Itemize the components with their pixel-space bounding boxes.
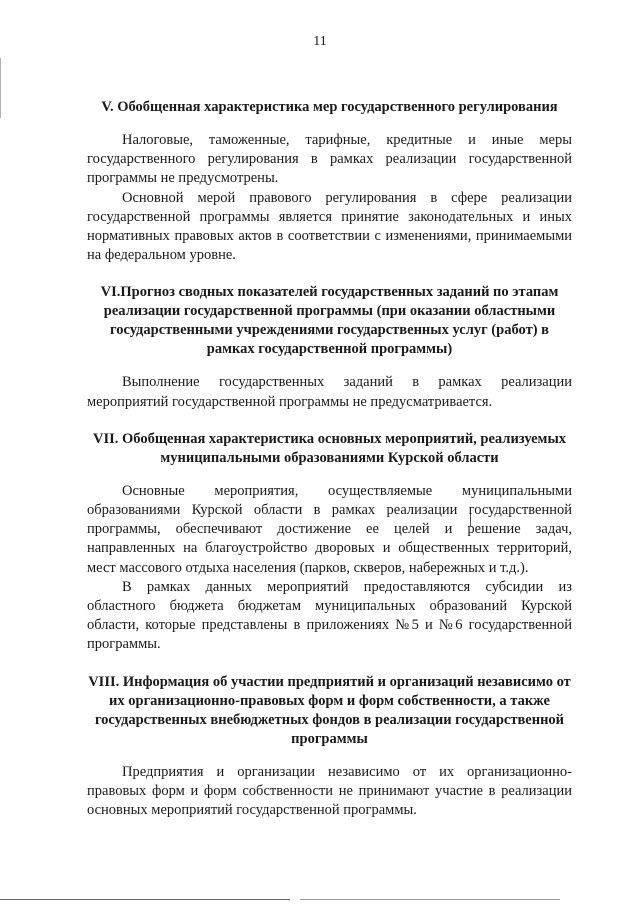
- paragraph: Налоговые, таможенные, тарифные, кредитные и иные меры государственного регулирования в рамках реализации государственной программы не предусмотрены.: [87, 132, 572, 187]
- section-5: [87, 98, 572, 265]
- paragraph: Предприятия и организации независимо от их организационно-правовых форм и форм собственности не принимают участие в реализации основных мероприятий государственной программы.: [87, 763, 572, 819]
- section-6: [87, 283, 572, 411]
- section-heading: V. Обобщенная характеристика мер государственного регулирования: [101, 99, 558, 115]
- scan-bottom-edge: [300, 899, 560, 900]
- section-8: [87, 673, 572, 821]
- scan-edge-mark: [0, 58, 1, 118]
- section-heading: VIII. Информация об участии предприятий и организаций независимо от их организационно-правовых форм и форм собственности, а также государственных внебюджетных фондов в реализации государственной программы: [88, 673, 571, 747]
- paragraph: В рамках данных мероприятий предоставляются субсидии из областного бюджета бюджетам муниципальных образований Курской области, которые представлены в приложениях №5 и №6 государственной программы.: [87, 578, 572, 653]
- scan-bottom-edge: [0, 899, 290, 900]
- paragraph: Основной мерой правового регулирования в сфере реализации государственной программы является принятие законодательных и иных нормативных правовых актов в соответствии с изменениями, принимаемыми на федеральном уровне.: [87, 189, 572, 264]
- section-7: [87, 430, 572, 655]
- paragraph: Основные мероприятия, осуществляемые муниципальными образованиями Курской области в рамках реализации государственной программы, обеспечивают достижение ее целей и решение задач, направленных на благоустройство дворовых и общественных территорий, мест массового отдыха населения (парков, скверов, набережных и т.д.).: [87, 482, 572, 576]
- section-heading: VII. Обобщенная характеристика основных мероприятий, реализуемых муниципальными образованиями Курской области: [92, 430, 567, 466]
- paragraph: Выполнение государственных заданий в рамках реализации мероприятий государственной программы не предусматривается.: [87, 374, 572, 410]
- page-number: 11: [313, 34, 327, 49]
- section-heading: VI.Прогноз сводных показателей государственных заданий по этапам реализации государственной программы (при оказании областными государственными учреждениями государственных услуг (работ) в рамках государственной программы): [100, 284, 559, 358]
- document-body: [87, 98, 572, 820]
